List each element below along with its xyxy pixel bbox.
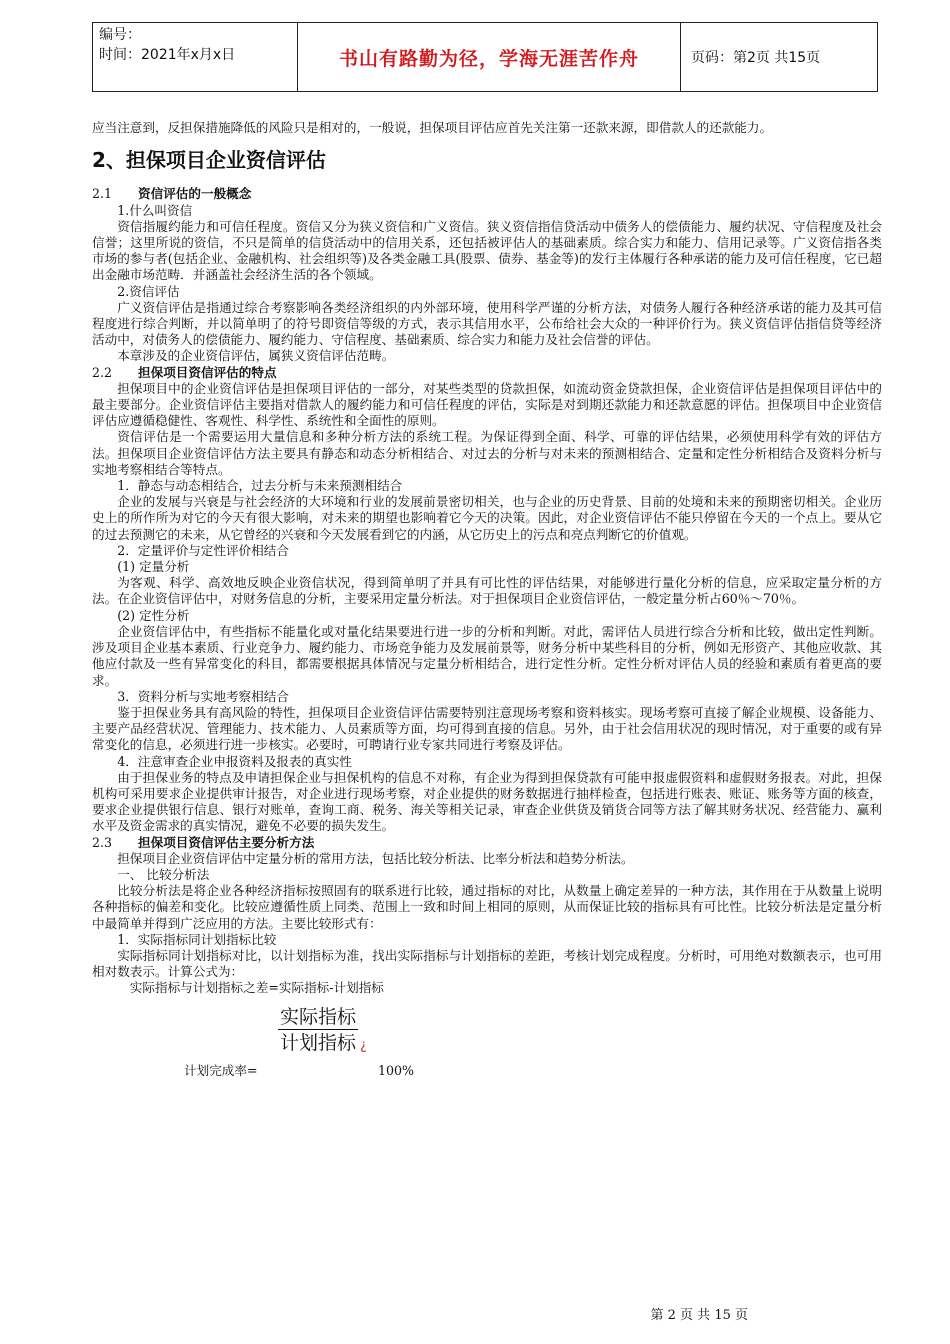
item-heading: 3．资料分析与实地考察相结合 bbox=[117, 688, 289, 704]
paragraph: 为客观、科学、高效地反映企业资信状况，得到简单明了并具有可比性的评估结果，对能够进行量化分析的信息，应采取定量分析的方法。在企业资信评估中，对财务信息的分析，主要采用定量分析法。对于担保项目企业资信评估，一般定量分析占60％～70％。 bbox=[92, 575, 882, 607]
heading-text: 担保项目资信评估的特点 bbox=[138, 364, 277, 380]
subsection-heading-2-1 bbox=[92, 186, 882, 202]
paragraph: 本章涉及的企业资信评估，属狭义资信评估范畴。 bbox=[117, 348, 395, 364]
fraction-numerator: 实际指标 bbox=[280, 1005, 357, 1028]
heading-number: 2.1 bbox=[92, 186, 113, 202]
paragraph: 广义资信评估是指通过综合考察影响各类经济组织的内外部环境，使用科学严谨的分析方法，对债务人履行各种经济承诺的能力及其可信程度进行综合判断，并以简单明了的符号即资信等级的方式，表示其信用水平，公布给社会大众的一种评价行为。狭义资信评估指信贷等经济活动中，对债务人的偿债能力、履约能力、守信程度、基础素质、综合实力和能力及社会信誉的评估。 bbox=[92, 299, 882, 348]
fraction-denominator bbox=[278, 1030, 369, 1059]
item-heading: 2．定量评价与定性评价相结合 bbox=[117, 542, 289, 558]
paragraph: 鉴于担保业务具有高风险的特性，担保项目企业资信评估需要特别注意现场考察和资料核实。现场考察可直接了解企业规模、设备能力、主要产品经营状况、管理能力、技术能力、人员素质等方面，均可得到直接的信息。另外，由于社会信用状况的现时情况，对于重要的或有异常变化的信息，必须进行进一步核实。必要时，可聘请行业专家共同进行考察及评估。 bbox=[92, 704, 882, 753]
subsection-heading-2-3 bbox=[92, 835, 882, 851]
subsection-heading-2-2 bbox=[92, 365, 882, 381]
intro-paragraph: 应当注意到，反担保措施降低的风险只是相对的，一般说，担保项目评估应首先关注第一还款来源，即借款人的还款能力。 bbox=[92, 120, 773, 135]
paragraph: 企业资信评估中，有些指标不能量化或对量化结果要进行进一步的分析和判断。对此，需评估人员进行综合分析和比较，做出定性判断。涉及项目企业基本素质、行业竞争力、履约能力、市场竞争能力及发展前景等，财务分析中某些科目的分析，例如无形资产、其他应收款、其他应付款及一些有异常变化的科目，都需要根据具体情况与定量分析相结合，进行定性分析。定性分析对评估人员的经验和素质有着更高的要求。 bbox=[92, 623, 882, 688]
completion-rate-formula bbox=[92, 1003, 882, 1087]
formula-mark: ¿ bbox=[360, 1037, 367, 1053]
time-label: 时间：2021年x月x日 bbox=[99, 47, 236, 63]
page-footer: 第 2 页 共 15 页 bbox=[650, 1308, 748, 1323]
paragraph: 担保项目中的企业资信评估是担保项目评估的一部分，对某些类型的贷款担保，如流动资金贷款担保，企业资信评估是担保项目评估中的最主要部分。企业资信评估主要指对借款人的履约能力和可信任程度的评估，实际是对到期还款能力和还款意愿的评估。担保项目中企业资信评估应遵循稳健性、客观性、科学性、系统性和全面性的原则。 bbox=[92, 380, 882, 429]
item-heading: 一、 比较分析法 bbox=[117, 866, 210, 882]
page-header bbox=[92, 22, 878, 92]
heading-text: 担保项目资信评估主要分析方法 bbox=[138, 834, 315, 850]
heading-number: 2.2 bbox=[92, 364, 113, 380]
denominator-text: 计划指标 bbox=[280, 1031, 357, 1054]
paragraph: 企业的发展与兴衰是与社会经济的大环境和行业的发展前景密切相关，也与企业的历史背景、目前的处境和未来的预期密切相关。企业历史上的所作所为对它的今天有很大影响，对未来的期望也影响着它今天的决策。因此，对企业资信评估不能只停留在今天的一个点上。要从它的过去预测它的未来，从它曾经的兴衰和今天发展看到它的内涵，从它历史上的污点和亮点判断它的价值观。 bbox=[92, 494, 882, 542]
paragraph: 担保项目企业资信评估中定量分析的常用方法，包括比较分析法、比率分析法和趋势分析法。 bbox=[117, 850, 634, 866]
paragraph: 实际指标同计划指标对比，以计划指标为准，找出实际指标与计划指标的差距，考核计划完成程度。分析时，可用绝对数额表示，也可用相对数表示。计算公式为： bbox=[92, 947, 882, 980]
item-heading: 2.资信评估 bbox=[117, 283, 180, 299]
section-title: 2、担保项目企业资信评估 bbox=[92, 148, 326, 173]
completion-rate-label: 计划完成率= bbox=[184, 1062, 258, 1078]
item-heading: 4．注意审查企业申报资料及报表的真实性 bbox=[117, 753, 352, 769]
item-heading: 1．实际指标同计划指标比较 bbox=[117, 931, 277, 947]
item-heading: 1．静态与动态相结合，过去分析与未来预测相结合 bbox=[117, 478, 403, 494]
heading-text: 资信评估的一般概念 bbox=[138, 186, 252, 202]
item-subheading: (1) 定量分析 bbox=[117, 559, 190, 575]
header-motto: 书山有路勤为径，学海无涯苦作舟 bbox=[298, 23, 681, 91]
heading-number: 2.3 bbox=[92, 834, 113, 850]
item-subheading: (2) 定性分析 bbox=[117, 607, 190, 623]
header-page-info: 页码：第2页 共15页 bbox=[691, 50, 821, 66]
paragraph: 资信指履约能力和可信任程度。资信又分为狭义资信和广义资信。狭义资信指信贷活动中债务人的偿债能力、履约状况、守信程度及社会信誉；这里所说的资信，不只是简单的信贷活动中的信用关系，还包括被评估人的基础素质。综合实力和能力、信用记录等。广义资信指各类市场的参与者(包括企业、金融机构、社会组织等)及各类金融工具(股票、债券、基金等)的发行主体履行各种承诺的能力及可信任程度，它已超出金融市场范畴．并涵盖社会经济生活的各个领域。 bbox=[92, 218, 882, 283]
item-heading: 1.什么叫资信 bbox=[117, 202, 193, 218]
document-body bbox=[92, 120, 882, 1087]
serial-label: 编号： bbox=[99, 27, 141, 43]
formula-line: 实际指标与计划指标之差=实际指标-计划指标 bbox=[129, 980, 384, 996]
paragraph: 资信评估是一个需要运用大量信息和多种分析方法的系统工程。为保证得到全面、科学、可靠的评估结果，必须使用科学有效的评估方法。担保项目企业资信评估方法主要具有静态和动态分析相结合、对过去的分析与对未来的预测相结合、定量和定性分析相结合及资料分析与实地考察相结合等特点。 bbox=[92, 429, 882, 477]
paragraph: 由于担保业务的特点及申请担保企业与担保机构的信息不对称，有企业为得到担保贷款有可能申报虚假资料和虚假财务报表。对此，担保机构可采用要求企业提供审计报告，对企业进行现场考察，对企业提供的财务数据进行抽样检查，包括进行账表、账证、账务等方面的核查，要求企业提供银行信息、银行对账单，查询工商、税务、海关等相关记录，审查企业供货及销货合同等方法了解其财务状况、经营能力、赢利水平及资金需求的真实情况，避免不必要的损失发生。 bbox=[92, 769, 882, 834]
header-meta bbox=[93, 23, 298, 91]
paragraph: 比较分析法是将企业各种经济指标按照固有的联系进行比较，通过指标的对比，从数量上确定差异的一种方法，其作用在于从数量上说明各种指标的偏差和变化。比较应遵循性质上同类、范围上一致和时间上相同的原则，从而保证比较的指标具有可比性。比较分析法是定量分析中最简单并得到广泛应用的方法。主要比较形式有： bbox=[92, 883, 882, 931]
completion-rate-percent: 100% bbox=[378, 1062, 415, 1078]
formula-fraction bbox=[278, 1005, 369, 1059]
